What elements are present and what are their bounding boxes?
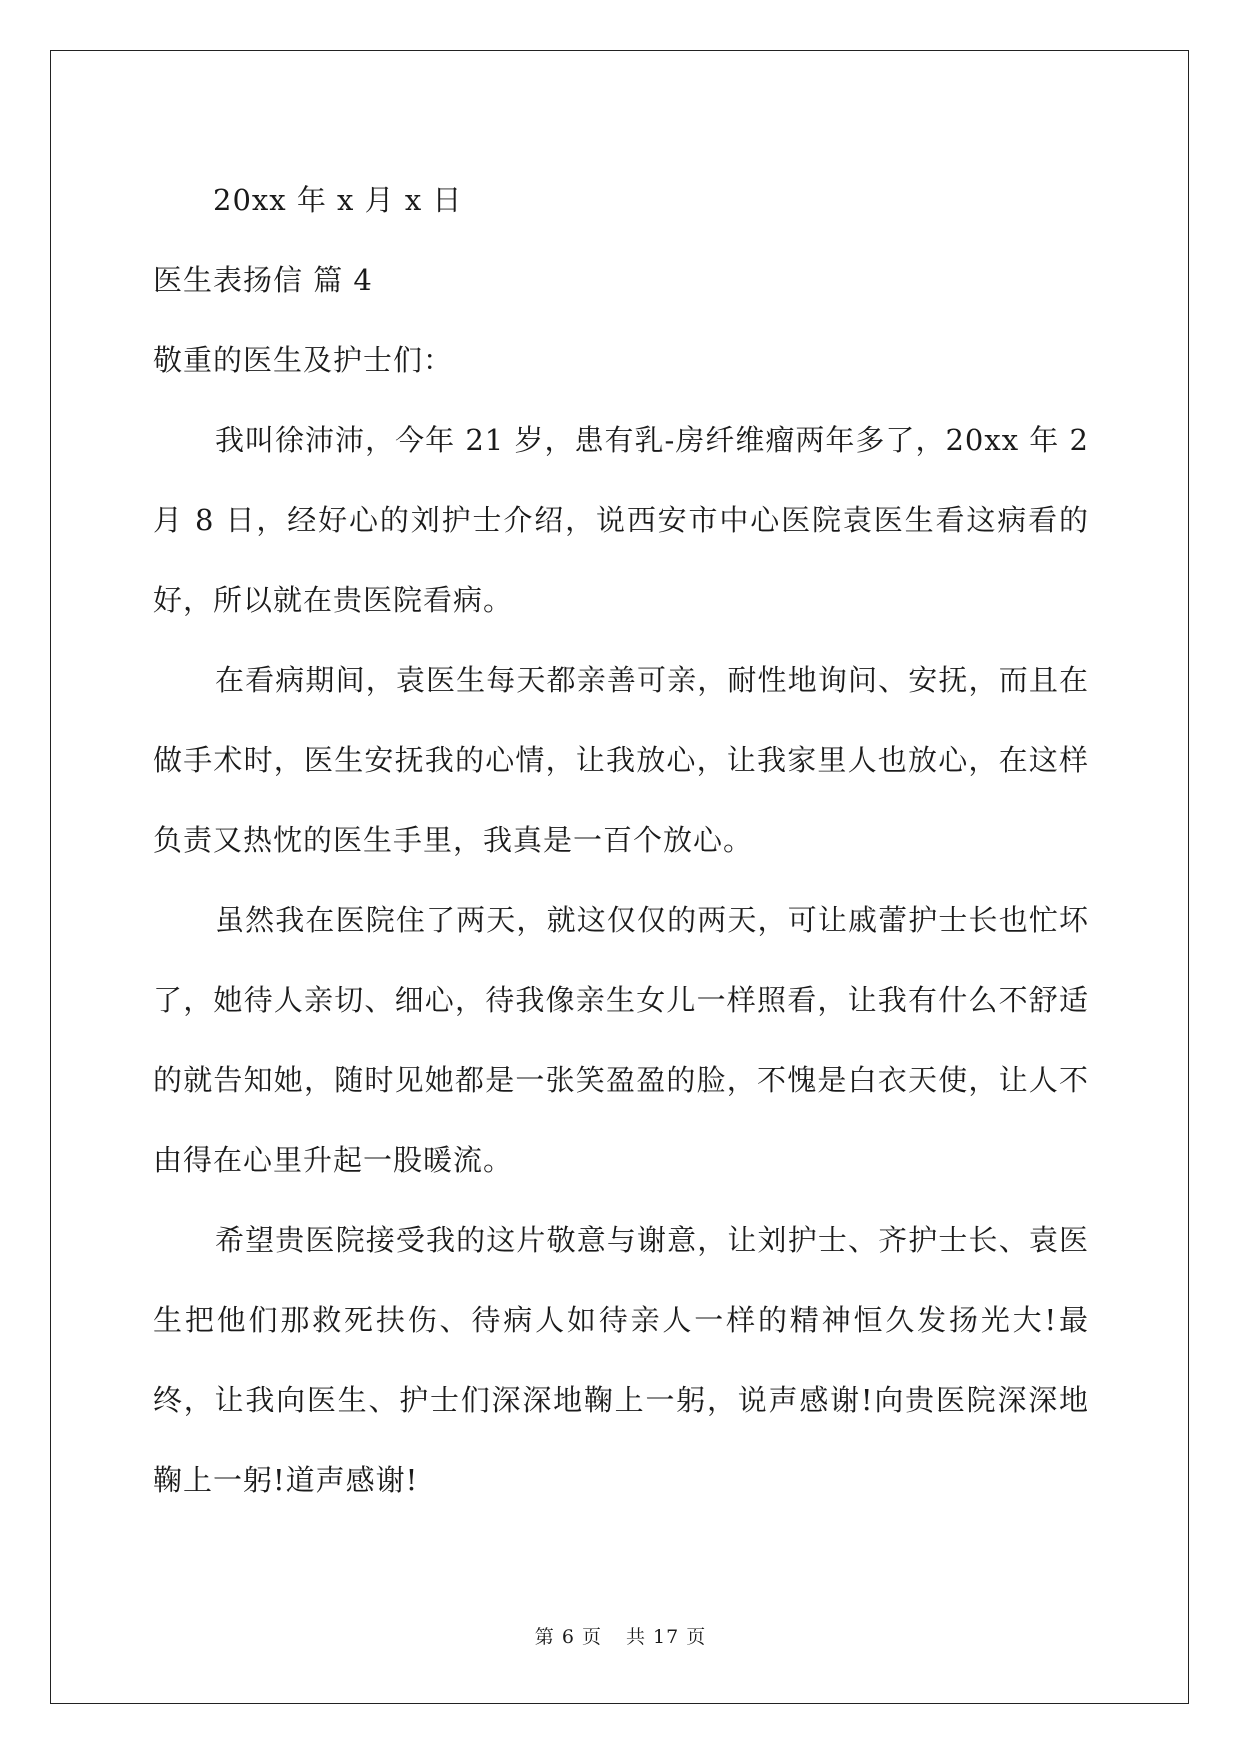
date-line: 20xx 年 x 月 x 日	[213, 183, 463, 217]
salutation: 敬重的医生及护士们：	[153, 343, 454, 377]
document-body	[153, 160, 1089, 1520]
page-total: 共 17 页	[625, 1626, 707, 1648]
page-number: 第 6 页	[534, 1626, 602, 1648]
section-title: 医生表扬信 篇 4	[153, 263, 373, 297]
paragraph-2: 在看病期间，袁医生每天都亲善可亲，耐性地询问、安抚，而且在做手术时，医生安抚我的心情，让我放心，让我家里人也放心，在这样负责又热忱的医生手里，我真是一百个放心。	[153, 663, 1089, 857]
paragraph-1: 我叫徐沛沛，今年 21 岁，患有乳-房纤维瘤两年多了，20xx 年 2 月 8 日，经好心的刘护士介绍，说西安市中心医院袁医生看这病看的好，所以就在贵医院看病。	[153, 423, 1089, 617]
paragraph-4: 希望贵医院接受我的这片敬意与谢意，让刘护士、齐护士长、袁医生把他们那救死扶伤、待病人如待亲人一样的精神恒久发扬光大!最终，让我向医生、护士们深深地鞠上一躬，说声感谢!向贵医院深深地鞠上一躬!道声感谢!	[153, 1223, 1089, 1497]
page-footer	[0, 1622, 1241, 1649]
paragraph-3: 虽然我在医院住了两天，就这仅仅的两天，可让戚蕾护士长也忙坏了，她待人亲切、细心，待我像亲生女儿一样照看，让我有什么不舒适的就告知她，随时见她都是一张笑盈盈的脸，不愧是白衣天使，让人不由得在心里升起一股暖流。	[153, 903, 1089, 1177]
